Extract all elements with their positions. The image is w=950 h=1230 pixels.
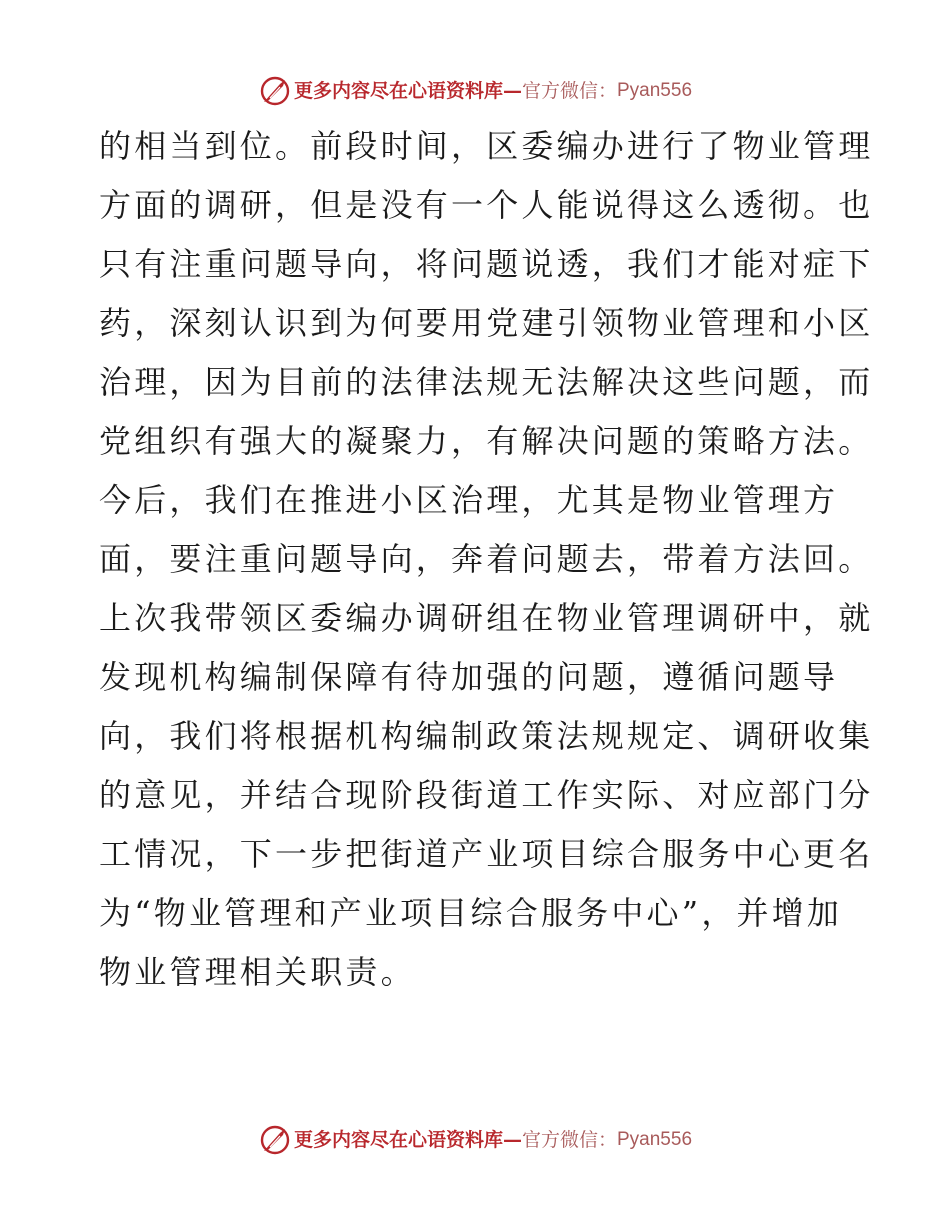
text-line: 治理，因为目前的法律法规无法解决这些问题，而 xyxy=(99,363,874,401)
quill-logo-icon xyxy=(258,1123,292,1157)
watermark-wechat-id: Pyan556 xyxy=(617,1129,693,1150)
watermark-separator: — xyxy=(502,1129,522,1151)
text-line: 的相当到位。前段时间，区委编办进行了物业管理 xyxy=(99,127,874,165)
watermark-separator: — xyxy=(502,80,522,102)
footer-watermark xyxy=(0,1120,950,1160)
text-line: 物业管理相关职责。 xyxy=(99,953,416,991)
watermark-brand-text: 更多内容尽在心语资料库 xyxy=(293,80,503,102)
text-line: 向，我们将根据机构编制政策法规规定、调研收集 xyxy=(99,717,874,755)
watermark-wechat-label: 官方微信： xyxy=(521,80,617,102)
text-line: 面，要注重问题导向，奔着问题去，带着方法回。 xyxy=(99,540,874,578)
text-line: 党组织有强大的凝聚力，有解决问题的策略方法。 xyxy=(99,422,874,460)
text-line: 只有注重问题导向，将问题说透，我们才能对症下 xyxy=(99,245,874,283)
watermark-wechat-id: Pyan556 xyxy=(617,80,693,101)
text-line: 发现机构编制保障有待加强的问题，遵循问题导 xyxy=(99,658,839,696)
text-line: 工情况，下一步把街道产业项目综合服务中心更名 xyxy=(99,835,874,873)
quill-logo-icon xyxy=(258,74,292,108)
header-watermark xyxy=(0,71,950,111)
text-line: 为“物业管理和产业项目综合服务中心”，并增加 xyxy=(99,894,843,932)
text-line: 上次我带领区委编办调研组在物业管理调研中，就 xyxy=(99,599,874,637)
watermark-brand-text: 更多内容尽在心语资料库 xyxy=(293,1129,503,1151)
text-line: 今后，我们在推进小区治理，尤其是物业管理方 xyxy=(99,481,839,519)
text-line: 的意见，并结合现阶段街道工作实际、对应部门分 xyxy=(99,776,874,814)
text-line: 药，深刻认识到为何要用党建引领物业管理和小区 xyxy=(99,304,874,342)
body-text xyxy=(99,117,874,1002)
text-line: 方面的调研，但是没有一个人能说得这么透彻。也 xyxy=(99,186,874,224)
watermark-wechat-label: 官方微信： xyxy=(521,1129,617,1151)
